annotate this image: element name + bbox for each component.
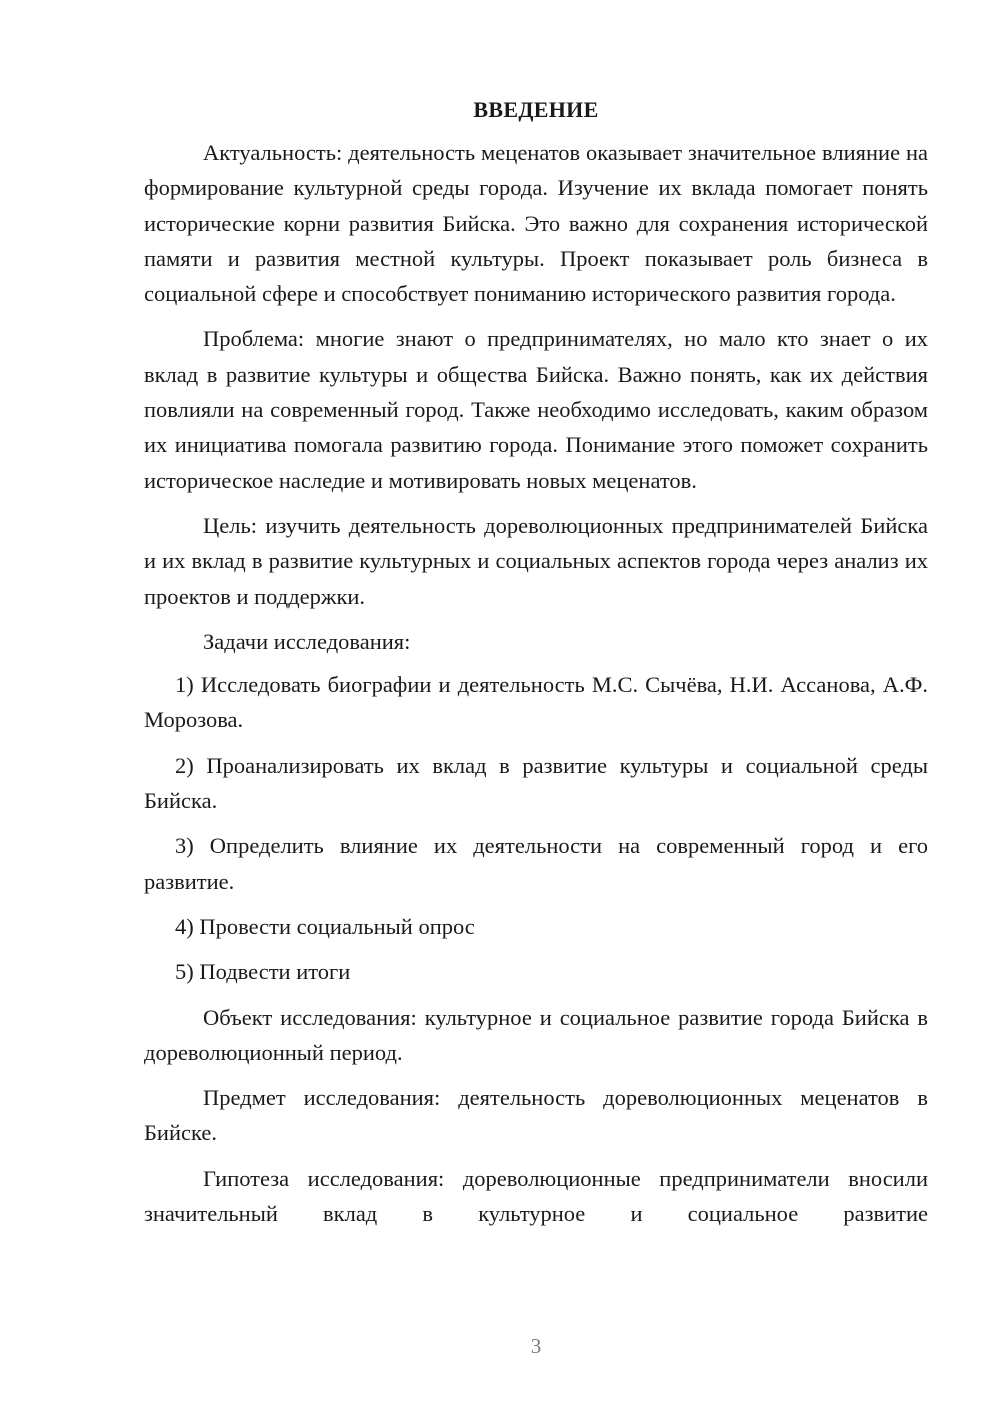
- task-item: 1) Исследовать биографии и деятельность М.С. Сычёва, Н.И. Ассанова, А.Ф. Морозова.: [144, 672, 928, 733]
- task-item: 4) Провести социальный опрос: [175, 913, 475, 939]
- page-title: ВВЕДЕНИЕ: [473, 97, 599, 122]
- tasks-heading: Задачи исследования:: [203, 628, 411, 654]
- page-content: [144, 91, 928, 1241]
- subject-paragraph: Предмет исследования: деятельность дореволюционных меценатов в Бийске.: [144, 1085, 928, 1146]
- hypothesis-paragraph: Гипотеза исследования: дореволюционные предприниматели вносили значительный вклад в культурное и социальное развитие: [144, 1165, 928, 1227]
- problem-paragraph: Проблема: многие знают о предпринимателях, но мало кто знает о их вклад в развитие культуры и общества Бийска. Важно понять, как их действия повлияли на современный город. Также необходимо исследовать, каким образом их инициатива помогала развитию города. Понимание этого поможет сохранить историческое наследие и мотивировать новых меценатов.: [144, 326, 928, 493]
- task-item: 2) Проанализировать их вклад в развитие культуры и социальной среды Бийска.: [144, 752, 928, 814]
- task-item: 3) Определить влияние их деятельности на современный город и его развитие.: [144, 833, 928, 894]
- goal-paragraph: Цель: изучить деятельность дореволюционных предпринимателей Бийска и их вклад в развитие культурных и социальных аспектов города через анализ их проектов и поддержки.: [144, 512, 928, 609]
- page-number: 3: [530, 1334, 542, 1358]
- relevance-paragraph: Актуальность: деятельность меценатов оказывает значительное влияние на формирование культурной среды города. Изучение их вклада помогает понять исторические корни развития Бийска. Это важно для сохранения исторической памяти и развития местной культуры. Проект показывает роль бизнеса в социальной сфере и способствует пониманию исторического развития города.: [144, 140, 928, 307]
- task-item: 5) Подвести итоги: [175, 959, 351, 985]
- object-paragraph: Объект исследования: культурное и социальное развитие города Бийска в дореволюционный период.: [144, 1004, 928, 1065]
